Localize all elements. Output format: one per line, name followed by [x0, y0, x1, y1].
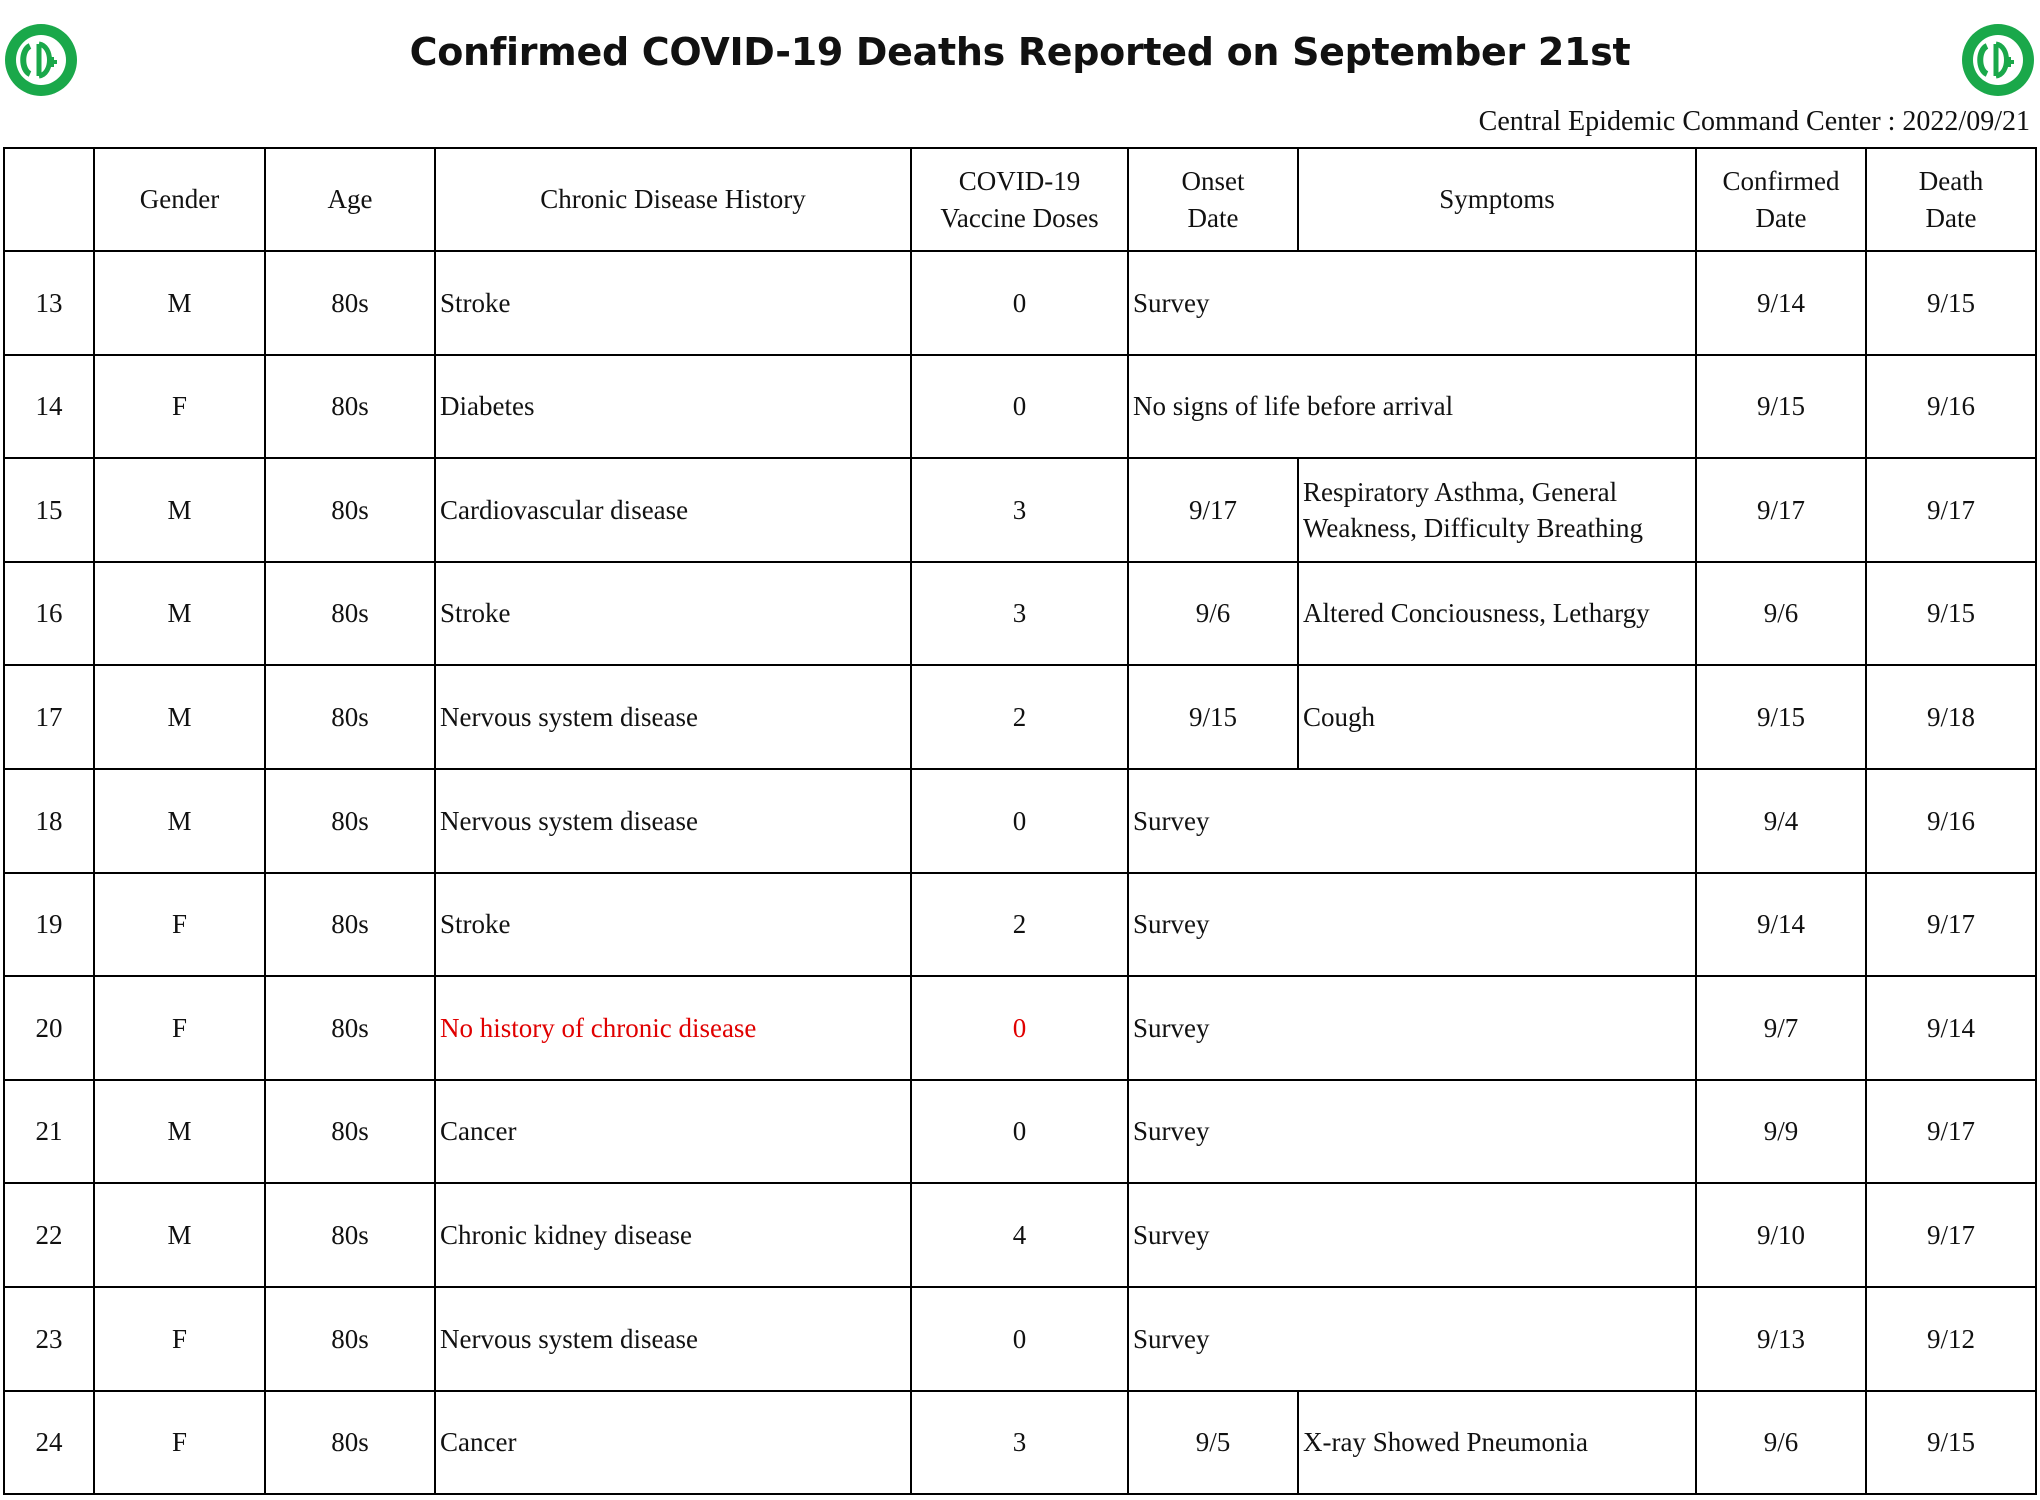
age-cell: 80s: [265, 665, 435, 769]
case-number-cell: 15: [4, 458, 94, 562]
gender-cell: F: [94, 1287, 265, 1391]
table-row: [4, 251, 2036, 355]
vaccine-doses-cell: 0: [911, 355, 1128, 459]
table-header-row: [4, 148, 2036, 251]
header-vaccine-line1: COVID-19: [958, 166, 1081, 197]
confirmed-date-cell: 9/15: [1696, 665, 1866, 769]
age-cell: 80s: [265, 1287, 435, 1391]
gender-cell: F: [94, 976, 265, 1080]
case-number-cell: 16: [4, 562, 94, 666]
case-number-cell: 19: [4, 873, 94, 977]
symptoms-cell: Respiratory Asthma, General Weakness, Difficulty Breathing: [1298, 458, 1696, 562]
chronic-disease-cell: Stroke: [435, 251, 911, 355]
gender-cell: M: [94, 1080, 265, 1184]
header-death-date: [1866, 148, 2036, 251]
symptoms-cell: Survey: [1128, 251, 1696, 355]
chronic-disease-cell: Stroke: [435, 562, 911, 666]
header-death-line1: Death: [1918, 166, 1984, 197]
vaccine-doses-cell: 2: [911, 873, 1128, 977]
vaccine-doses-cell: 3: [911, 1391, 1128, 1495]
death-date-cell: 9/17: [1866, 1183, 2036, 1287]
chronic-disease-cell: Cardiovascular disease: [435, 458, 911, 562]
age-cell: 80s: [265, 976, 435, 1080]
gender-cell: M: [94, 769, 265, 873]
header-age: Age: [265, 148, 435, 251]
table-row: [4, 1080, 2036, 1184]
symptoms-cell: Survey: [1128, 1183, 1696, 1287]
header-onset-line2: Date: [1187, 202, 1239, 233]
vaccine-doses-cell: 0: [911, 1287, 1128, 1391]
symptoms-cell: Altered Conciousness, Lethargy: [1298, 562, 1696, 666]
symptoms-cell: Survey: [1128, 976, 1696, 1080]
confirmed-date-cell: 9/17: [1696, 458, 1866, 562]
gender-cell: F: [94, 355, 265, 459]
vaccine-doses-cell: 0: [911, 769, 1128, 873]
chronic-disease-cell: Nervous system disease: [435, 1287, 911, 1391]
deaths-table: [3, 147, 2037, 1495]
confirmed-date-cell: 9/6: [1696, 1391, 1866, 1495]
table-row: [4, 1287, 2036, 1391]
table-row: [4, 458, 2036, 562]
age-cell: 80s: [265, 1391, 435, 1495]
vaccine-doses-cell: 3: [911, 458, 1128, 562]
chronic-disease-cell: Nervous system disease: [435, 769, 911, 873]
header-vaccine-line2: Vaccine Doses: [940, 202, 1099, 233]
age-cell: 80s: [265, 562, 435, 666]
confirmed-date-cell: 9/13: [1696, 1287, 1866, 1391]
gender-cell: M: [94, 562, 265, 666]
confirmed-date-cell: 9/14: [1696, 251, 1866, 355]
symptoms-cell: Survey: [1128, 769, 1696, 873]
source-line: Central Epidemic Command Center : 2022/09/21: [1478, 106, 2030, 137]
symptoms-cell: Survey: [1128, 873, 1696, 977]
gender-cell: F: [94, 873, 265, 977]
case-number-cell: 23: [4, 1287, 94, 1391]
confirmed-date-cell: 9/10: [1696, 1183, 1866, 1287]
chronic-disease-cell: Cancer: [435, 1391, 911, 1495]
header-confirmed-line2: Date: [1755, 202, 1807, 233]
age-cell: 80s: [265, 458, 435, 562]
table-row: [4, 1391, 2036, 1495]
age-cell: 80s: [265, 873, 435, 977]
table-row: [4, 355, 2036, 459]
confirmed-date-cell: 9/6: [1696, 562, 1866, 666]
gender-cell: M: [94, 665, 265, 769]
death-date-cell: 9/17: [1866, 458, 2036, 562]
death-date-cell: 9/15: [1866, 562, 2036, 666]
chronic-disease-cell: No history of chronic disease: [435, 976, 911, 1080]
confirmed-date-cell: 9/9: [1696, 1080, 1866, 1184]
header-symptoms: Symptoms: [1298, 148, 1696, 251]
table-row: [4, 873, 2036, 977]
confirmed-date-cell: 9/7: [1696, 976, 1866, 1080]
vaccine-doses-cell: 2: [911, 665, 1128, 769]
death-date-cell: 9/17: [1866, 873, 2036, 977]
age-cell: 80s: [265, 1183, 435, 1287]
symptoms-cell: Survey: [1128, 1287, 1696, 1391]
case-number-cell: 24: [4, 1391, 94, 1495]
header-confirmed-line1: Confirmed: [1722, 166, 1840, 197]
chronic-disease-cell: Nervous system disease: [435, 665, 911, 769]
header-onset-line1: Onset: [1181, 166, 1245, 197]
case-number-cell: 18: [4, 769, 94, 873]
header-chronic-disease: Chronic Disease History: [435, 148, 911, 251]
header-case: [4, 148, 94, 251]
header-confirmed-date: [1696, 148, 1866, 251]
table-row: [4, 976, 2036, 1080]
chronic-disease-cell: Cancer: [435, 1080, 911, 1184]
header-onset-date: [1128, 148, 1298, 251]
case-number-cell: 20: [4, 976, 94, 1080]
cdc-logo-icon: [1960, 22, 2036, 98]
header-gender: Gender: [94, 148, 265, 251]
onset-date-cell: 9/17: [1128, 458, 1298, 562]
death-date-cell: 9/15: [1866, 251, 2036, 355]
table-row: [4, 769, 2036, 873]
death-date-cell: 9/18: [1866, 665, 2036, 769]
table-row: [4, 1183, 2036, 1287]
table-row: [4, 665, 2036, 769]
death-date-cell: 9/17: [1866, 1080, 2036, 1184]
age-cell: 80s: [265, 1080, 435, 1184]
death-date-cell: 9/12: [1866, 1287, 2036, 1391]
death-date-cell: 9/15: [1866, 1391, 2036, 1495]
gender-cell: M: [94, 251, 265, 355]
age-cell: 80s: [265, 355, 435, 459]
case-number-cell: 22: [4, 1183, 94, 1287]
vaccine-doses-cell: 4: [911, 1183, 1128, 1287]
confirmed-date-cell: 9/14: [1696, 873, 1866, 977]
case-number-cell: 13: [4, 251, 94, 355]
confirmed-date-cell: 9/4: [1696, 769, 1866, 873]
chronic-disease-cell: Diabetes: [435, 355, 911, 459]
death-date-cell: 9/16: [1866, 355, 2036, 459]
case-number-cell: 14: [4, 355, 94, 459]
page-title: Confirmed COVID-19 Deaths Reported on September 21st: [409, 30, 1631, 74]
vaccine-doses-cell: 0: [911, 976, 1128, 1080]
onset-date-cell: 9/15: [1128, 665, 1298, 769]
chronic-disease-cell: Chronic kidney disease: [435, 1183, 911, 1287]
death-date-cell: 9/16: [1866, 769, 2036, 873]
vaccine-doses-cell: 0: [911, 1080, 1128, 1184]
chronic-disease-cell: Stroke: [435, 873, 911, 977]
gender-cell: F: [94, 1391, 265, 1495]
onset-date-cell: 9/5: [1128, 1391, 1298, 1495]
vaccine-doses-cell: 3: [911, 562, 1128, 666]
confirmed-date-cell: 9/15: [1696, 355, 1866, 459]
onset-date-cell: 9/6: [1128, 562, 1298, 666]
symptoms-cell: X-ray Showed Pneumonia: [1298, 1391, 1696, 1495]
age-cell: 80s: [265, 769, 435, 873]
symptoms-cell: No signs of life before arrival: [1128, 355, 1696, 459]
age-cell: 80s: [265, 251, 435, 355]
header-death-line2: Date: [1925, 202, 1977, 233]
case-number-cell: 17: [4, 665, 94, 769]
table-row: [4, 562, 2036, 666]
case-number-cell: 21: [4, 1080, 94, 1184]
symptoms-cell: Survey: [1128, 1080, 1696, 1184]
gender-cell: M: [94, 458, 265, 562]
header-vaccine-doses: [911, 148, 1128, 251]
gender-cell: M: [94, 1183, 265, 1287]
death-date-cell: 9/14: [1866, 976, 2036, 1080]
symptoms-cell: Cough: [1298, 665, 1696, 769]
vaccine-doses-cell: 0: [911, 251, 1128, 355]
